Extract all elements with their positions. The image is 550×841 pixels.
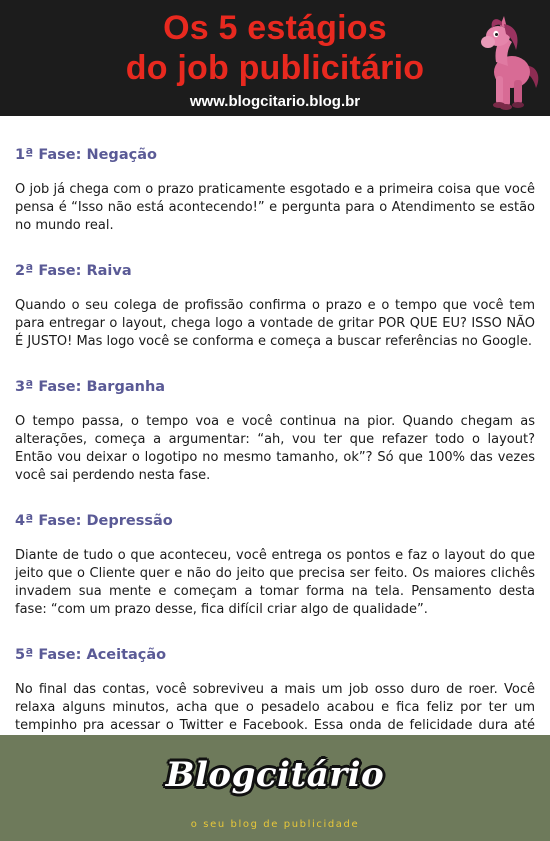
title-line-2: do job publicitário [125,49,425,87]
title-line-1: Os 5 estágios [163,9,387,47]
stage-heading: 2ª Fase: Raiva [15,263,132,279]
stage-heading: 1ª Fase: Negação [15,147,157,163]
stages-content [0,116,550,735]
site-url[interactable]: www.blogcitario.blog.br [189,93,361,110]
stage-3 [15,378,535,485]
tagline: o seu blog de publicidade [190,819,360,830]
stage-text: Diante de tudo o que aconteceu, você entrega os pontos e faz o layout do que jeito que o Cliente quer e não do jeito que precisa ser feito. Os maiores clichês invadem sua mente e começam a tomar forma na tela. Pensamento desta fase: “com um prazo desse, fica difícil criar algo de qualidade”. [15,548,535,617]
stage-text: O job já chega com o prazo praticamente esgotado e a primeira coisa que você pensa é “Isso não está acontecendo!” e pergunta para o Atendimento se estão no mundo real. [15,182,535,233]
page-title [0,8,550,88]
stage-text: Quando o seu colega de profissão confirma o prazo e o tempo que você tem para entregar o layout, chega logo a vontade de gritar POR QUE EU? ISSO NÃO É JUSTO! Mas logo você se conforma e começa a buscar referências no Google. [15,298,535,349]
stage-text: O tempo passa, o tempo voa e você continua na pior. Quando chegam as alterações, começa a argumentar: “ah, vou ter que refazer todo o layout? Então vou deixar o logotipo no mesmo tamanho, ok”? Só que 100% das vezes você sai perdendo nesta fase. [15,414,535,483]
stage-heading: 3ª Fase: Barganha [15,379,166,395]
header-banner [0,0,550,116]
stage-heading: 5ª Fase: Aceitação [15,647,167,663]
stage-2 [15,262,535,351]
stage-heading: 4ª Fase: Depressão [15,513,173,529]
stage-1 [15,146,535,235]
pink-pony-mascot-icon [474,6,546,114]
stage-text: No final das contas, você sobreviveu a mais um job osso duro de roer. Você relaxa alguns minutos, acha que o pesadelo acabou e fica feliz por ter um tempinho pra acessar o Twitter e Facebook. Essa onda de felicidade dura até [15,682,535,733]
stage-4 [15,512,535,619]
blogcitario-logo[interactable]: Blogcitário [165,755,385,795]
footer-banner [0,735,550,841]
